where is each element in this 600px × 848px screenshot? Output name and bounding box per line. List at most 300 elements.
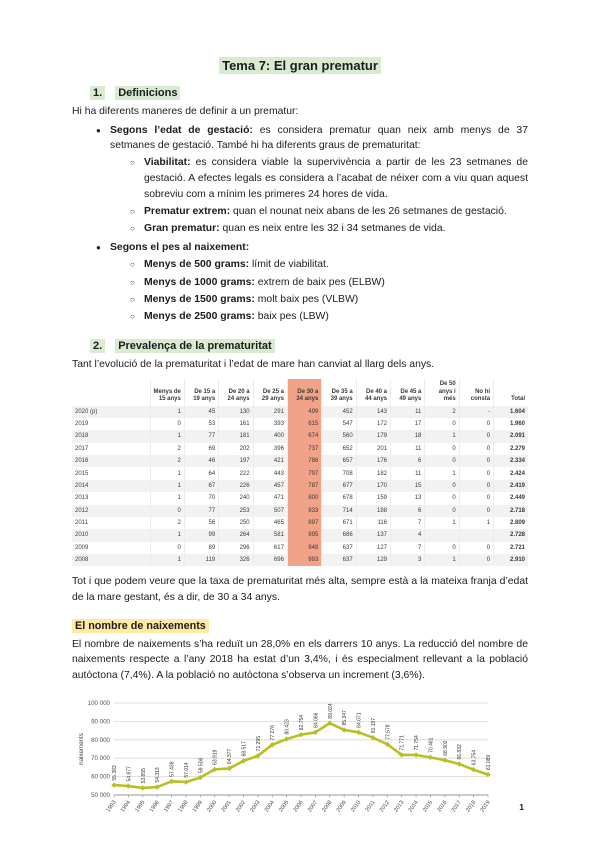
list-item-text: Segons l’edat de gestació: es considera prematur quan neix amb menys de 37 setmanes de gestació. També hi ha diferents graus de prematuritat: [110,124,528,152]
value-cell: 17 [391,418,425,430]
value-cell: 11 [391,443,425,455]
year-cell: 2011 [72,517,150,529]
svg-text:2017: 2017 [450,800,463,814]
svg-text:2011: 2011 [364,800,377,814]
value-cell: 4 [391,529,425,541]
svg-text:1998: 1998 [177,800,190,814]
value-cell: 560 [322,430,356,442]
list-item [130,155,528,202]
svg-text:84.071: 84.071 [356,712,363,729]
value-cell: 137 [356,529,390,541]
svg-text:2016: 2016 [436,800,449,814]
svg-text:60 000: 60 000 [91,774,110,782]
svg-text:2010: 2010 [350,800,363,814]
section-2-heading [90,340,528,352]
column-header: De 25 a 29 anys [253,379,287,406]
value-cell: 657 [322,455,356,467]
value-cell: 737 [287,443,321,455]
value-cell: - [459,406,493,418]
list-item-lead: Segons el pes al naixement: [110,242,250,254]
value-cell: 69 [184,443,218,455]
page-number: 1 [519,802,524,812]
value-cell: 0 [459,418,493,430]
bullet-list-level-2 [96,155,528,236]
table-row [72,529,528,541]
value-cell: 2.424 [509,470,525,477]
value-cell: 170 [356,480,390,492]
list-item-lead: Viabilitat: [144,157,191,169]
section-1-number: 1. [90,86,105,100]
value-cell: 465 [253,517,287,529]
page-title [72,58,528,73]
hollow-bullet-icon: ○ [130,277,135,287]
column-header: De 40 a 44 anys [356,379,390,406]
value-cell: 1 [150,529,184,541]
value-cell: 2.721 [509,544,525,551]
value-cell: 64 [184,467,218,479]
value-cell: 1 [150,406,184,418]
value-cell: 787 [287,480,321,492]
value-cell: 11 [391,467,425,479]
value-cell: 6 [391,505,425,517]
line-chart-svg [74,693,498,835]
value-cell: 1 [425,467,459,479]
value-cell: 637 [322,554,356,566]
svg-text:2018: 2018 [465,800,478,814]
svg-text:77.276: 77.276 [270,725,277,741]
svg-text:2004: 2004 [263,800,276,814]
svg-text:63.919: 63.919 [212,750,219,766]
value-cell: 547 [322,418,356,430]
value-cell: 89 [184,542,218,554]
value-cell: 222 [219,467,253,479]
column-header: De 35 a 39 anys [322,379,356,406]
year-cell: 2017 [72,443,150,455]
table-row [72,443,528,455]
list-item-text: Viabilitat: es considera viable la supervivència a partir de les 23 setmanes de gestació. A efectes legals es considera a l’acabat de néixer com a viu quan aquest sobreviu com a mínim les primeres 24 hores de vida. [144,157,528,200]
value-cell: 77 [184,430,218,442]
svg-text:85.347: 85.347 [342,710,349,726]
list-item-text: Gran prematur: quan es neix entre les 32 i 34 setmanes de vida. [144,222,446,234]
list-item-text: Menys de 2500 grams: baix pes (LBW) [144,310,329,322]
svg-text:61.089: 61.089 [486,755,492,771]
value-cell: 253 [219,505,253,517]
value-cell: 0 [425,480,459,492]
list-item [130,309,528,325]
value-cell: 800 [287,492,321,504]
value-cell: 6 [391,455,425,467]
value-cell: 1 [425,430,459,442]
svg-text:2009: 2009 [335,800,348,814]
value-cell: 53 [184,418,218,430]
svg-text:2013: 2013 [393,800,406,814]
hollow-bullet-icon: ○ [130,158,135,168]
intro-paragraph: Hi ha diferents maneres de definir a un prematur: [72,106,299,117]
value-cell: 181 [219,430,253,442]
section-2-number: 2. [90,339,105,353]
value-cell: 674 [287,430,321,442]
svg-text:59.506: 59.506 [198,758,205,774]
value-cell: 617 [253,542,287,554]
column-header: Menys de 15 anys [150,379,184,406]
value-cell: 1 [150,480,184,492]
table-body [72,406,528,567]
svg-text:1994: 1994 [119,800,133,814]
value-cell: 179 [356,430,390,442]
value-cell: 637 [322,542,356,554]
value-cell: 176 [356,455,390,467]
svg-text:77.578: 77.578 [385,724,392,741]
births-line-chart [74,693,528,840]
value-cell: 0 [459,443,493,455]
svg-text:2006: 2006 [292,800,305,814]
svg-text:89.024: 89.024 [327,703,334,720]
value-cell: 56 [184,517,218,529]
value-cell: 226 [219,480,253,492]
page-title-text: Tema 7: El gran prematur [219,57,381,74]
value-cell: 400 [253,430,287,442]
value-cell: 0 [459,480,493,492]
hollow-bullet-icon: ○ [130,311,135,321]
value-cell: 2 [150,455,184,467]
year-cell: 2019 [72,418,150,430]
year-cell: 2016 [72,455,150,467]
svg-text:1996: 1996 [148,800,161,814]
hollow-bullet-icon: ○ [130,294,135,304]
value-cell: 2.279 [509,445,525,452]
value-cell: 197 [219,455,253,467]
value-cell: 11 [391,406,425,418]
value-cell: 0 [459,455,493,467]
value-cell: 18 [391,430,425,442]
list-item-text: Menys de 500 grams: límit de viabilitat. [144,259,329,271]
value-cell: 0 [425,492,459,504]
column-header [72,379,150,406]
value-cell: 786 [287,455,321,467]
value-cell: 0 [459,430,493,442]
value-cell: 2 [150,517,184,529]
value-cell: 678 [322,492,356,504]
value-cell: 188 [356,505,390,517]
column-header: De 15 a 19 anys [184,379,218,406]
svg-text:90 000: 90 000 [91,718,110,726]
value-cell: 0 [425,443,459,455]
bullet-list-level-2 [96,257,528,324]
column-header: De 45 a 49 anys [391,379,425,406]
year-cell: 2009 [72,542,150,554]
svg-text:70 000: 70 000 [91,755,110,763]
value-cell: 201 [356,443,390,455]
births-heading [72,620,528,632]
value-cell: 45 [184,406,218,418]
svg-text:50 000: 50 000 [91,792,110,800]
after-table-paragraph: Tot i que podem veure que la taxa de prematuritat més alta, sempre està a la mateixa franja d’edat de la mare gestant, és a dir, de 30 a 34 anys. [72,576,528,604]
year-cell: 2020 (p) [72,406,150,418]
value-cell: 0 [425,542,459,554]
year-cell: 2013 [72,492,150,504]
list-item-text: Menys de 1000 grams: extrem de baix pes (ELBW) [144,276,385,288]
table-row [72,418,528,430]
table-row [72,492,528,504]
table-row [72,542,528,554]
value-cell: 99 [184,529,218,541]
value-cell: 1.604 [494,406,528,418]
value-cell: 129 [356,554,390,566]
list-item [130,221,528,237]
value-cell: 696 [253,554,287,566]
value-cell: 130 [219,406,253,418]
svg-text:81.157: 81.157 [370,718,377,734]
value-cell: 240 [219,492,253,504]
value-cell: 2.809 [509,520,525,527]
hollow-bullet-icon: ○ [130,260,135,270]
value-cell: 797 [287,467,321,479]
value-cell: 2.449 [509,495,525,502]
svg-text:2012: 2012 [378,800,391,814]
value-cell: 948 [287,542,321,554]
list-item-lead: Menys de 1500 grams: [144,293,255,305]
value-cell: 2.718 [494,505,528,517]
value-cell: 0 [150,542,184,554]
svg-text:70.461: 70.461 [428,738,435,754]
value-cell: 452 [322,406,356,418]
value-cell: 182 [356,467,390,479]
list-item-lead: Menys de 1000 grams: [144,276,255,288]
svg-text:2002: 2002 [235,800,248,814]
svg-text:2005: 2005 [278,800,291,814]
value-cell: 471 [253,492,287,504]
value-cell: 0 [459,542,493,554]
value-cell: 1.960 [509,421,525,428]
value-cell: 2.334 [494,455,528,467]
year-cell: 2010 [72,529,150,541]
value-cell: 67 [184,480,218,492]
svg-text:2008: 2008 [321,800,334,814]
list-item-lead: Prematur extrem: [144,205,231,217]
list-item-text: Menys de 1500 grams: molt baix pes (VLBW) [144,293,359,305]
value-cell: 457 [253,480,287,492]
value-cell: 507 [253,505,287,517]
section-1-title: Definicions [115,86,180,100]
value-cell: 13 [391,492,425,504]
svg-text:71.295: 71.295 [255,736,262,752]
value-cell: 714 [322,505,356,517]
value-cell: 393 [253,418,287,430]
bullet-list-level-1 [72,123,528,325]
table-row [72,517,528,529]
svg-text:53.855: 53.855 [140,768,147,784]
svg-text:2000: 2000 [206,800,219,814]
list-item-lead: Menys de 500 grams: [144,259,250,271]
svg-text:2003: 2003 [249,800,262,814]
value-cell: 127 [356,542,390,554]
svg-text:84.066: 84.066 [313,712,320,729]
value-cell: 119 [184,554,218,566]
table-row [72,480,528,492]
table-header [72,379,528,406]
value-cell: 0 [425,455,459,467]
value-cell: 0 [459,554,493,566]
value-cell: 2 [150,443,184,455]
svg-text:68.517: 68.517 [241,741,248,757]
value-cell: 77 [184,505,218,517]
definitions-list [72,123,528,325]
svg-text:71.754: 71.754 [414,735,421,751]
list-item-text: Prematur extrem: quan el nounat neix abans de les 26 setmanes de gestació. [144,205,507,217]
svg-text:71.771: 71.771 [399,735,406,751]
section-2-title: Prevalença de la prematuritat [115,339,274,353]
table-header-row [72,379,528,406]
table-row [72,406,528,418]
value-cell: 3 [391,554,425,566]
value-cell: 1 [425,517,459,529]
value-cell: 202 [219,443,253,455]
value-cell [425,529,459,541]
value-cell: 296 [219,542,253,554]
column-header: De 30 a 34 anys [287,379,321,406]
value-cell: 671 [322,517,356,529]
svg-text:1993: 1993 [105,800,118,814]
value-cell: 143 [356,406,390,418]
value-cell: 421 [253,455,287,467]
svg-text:2001: 2001 [220,800,233,814]
svg-text:54.877: 54.877 [126,766,133,782]
value-cell: 0 [150,418,184,430]
value-cell: 581 [253,529,287,541]
svg-text:63.754: 63.754 [471,750,478,766]
value-cell: 0 [425,418,459,430]
value-cell: 2.728 [494,529,528,541]
svg-text:2007: 2007 [306,800,320,814]
svg-text:2014: 2014 [407,800,420,814]
filled-bullet-icon: ● [96,125,101,135]
value-cell: 2.910 [494,554,528,566]
value-cell: 615 [287,418,321,430]
svg-text:1995: 1995 [134,800,147,814]
table-row [72,430,528,442]
value-cell: 396 [253,443,287,455]
value-cell: 0 [425,505,459,517]
svg-text:64.377: 64.377 [227,749,234,765]
list-item-lead: Segons l’edat de gestació: [110,124,253,136]
column-header: Total [511,396,525,403]
year-cell: 2018 [72,430,150,442]
column-header: De 20 a 24 anys [219,379,253,406]
svg-text:68.902: 68.902 [442,740,449,757]
value-cell: 46 [184,455,218,467]
value-cell: 2 [425,406,459,418]
year-cell: 2008 [72,554,150,566]
value-cell: 1 [150,467,184,479]
year-cell: 2014 [72,480,150,492]
value-cell: 2.419 [494,480,528,492]
value-cell [459,529,493,541]
value-cell: 1 [459,517,493,529]
births-paragraph: El nombre de naixements s’ha reduït un 28,0% en els darrers 10 anys. La reducció del nombre de naixements respecte a l’any 2018 ha estat d’un 3,4%, i és especialment rellevant a la població autòctona (7,4%). A la població no autòctona s’observa un increment (3,6%). [72,638,528,681]
list-item-lead: Gran prematur: [144,222,220,234]
value-cell: 652 [322,443,356,455]
value-cell: 677 [322,480,356,492]
svg-text:naixements: naixements [78,733,85,766]
value-cell: 0 [459,492,493,504]
column-header: No hi consta [459,379,493,406]
table-row [72,505,528,517]
value-cell: 7 [391,542,425,554]
births-heading-text: El nombre de naixements [72,619,209,633]
table-row [72,554,528,566]
column-header: De 50 anys i més [425,379,459,406]
list-item [130,257,528,273]
list-item-text [110,240,528,256]
list-item [96,240,528,256]
value-cell: 172 [356,418,390,430]
value-cell: 1 [150,554,184,566]
value-cell: 1 [425,554,459,566]
hollow-bullet-icon: ○ [130,223,135,233]
value-cell: 7 [391,517,425,529]
value-cell: 2.091 [494,430,528,442]
value-cell: 897 [287,517,321,529]
value-cell: 0 [459,505,493,517]
prematurity-by-mother-age-table [72,379,528,566]
value-cell: 70 [184,492,218,504]
value-cell: 250 [219,517,253,529]
list-item [96,123,528,154]
value-cell: 0 [459,467,493,479]
value-cell: 15 [391,480,425,492]
svg-text:57.438: 57.438 [169,761,176,778]
svg-text:80.423: 80.423 [284,719,291,735]
svg-text:57.014: 57.014 [183,762,190,779]
svg-text:80 000: 80 000 [91,737,110,745]
list-item [130,292,528,308]
value-cell: 159 [356,492,390,504]
value-cell: 686 [322,529,356,541]
value-cell: 1 [150,430,184,442]
value-cell: 1 [150,492,184,504]
list-item [130,275,528,291]
table-row [72,467,528,479]
section-1-heading [90,87,528,99]
filled-bullet-icon: ● [96,243,101,253]
value-cell: 443 [253,467,287,479]
svg-text:1999: 1999 [191,800,204,814]
value-cell: 264 [219,529,253,541]
value-cell: 0 [150,505,184,517]
value-cell: 933 [287,505,321,517]
svg-text:66.832: 66.832 [457,744,464,760]
svg-text:55.383: 55.383 [112,765,118,782]
value-cell: 326 [219,554,253,566]
value-cell: 995 [287,529,321,541]
list-item-lead: Menys de 2500 grams: [144,310,255,322]
table-row [72,455,528,467]
svg-text:2019: 2019 [479,800,492,814]
svg-text:1997: 1997 [163,800,176,814]
svg-text:2015: 2015 [422,800,435,814]
value-cell: 499 [287,406,321,418]
year-cell: 2015 [72,467,150,479]
value-cell: 161 [219,418,253,430]
value-cell: 708 [322,467,356,479]
svg-text:100 000: 100 000 [87,700,110,708]
hollow-bullet-icon: ○ [130,206,135,216]
value-cell: 993 [287,554,321,566]
list-item [130,204,528,220]
section-2-intro: Tant l’evolució de la prematuritat i l’edat de mare han canviat al llarg dels anys. [72,359,435,371]
svg-text:54.313: 54.313 [155,767,162,784]
year-cell: 2012 [72,505,150,517]
